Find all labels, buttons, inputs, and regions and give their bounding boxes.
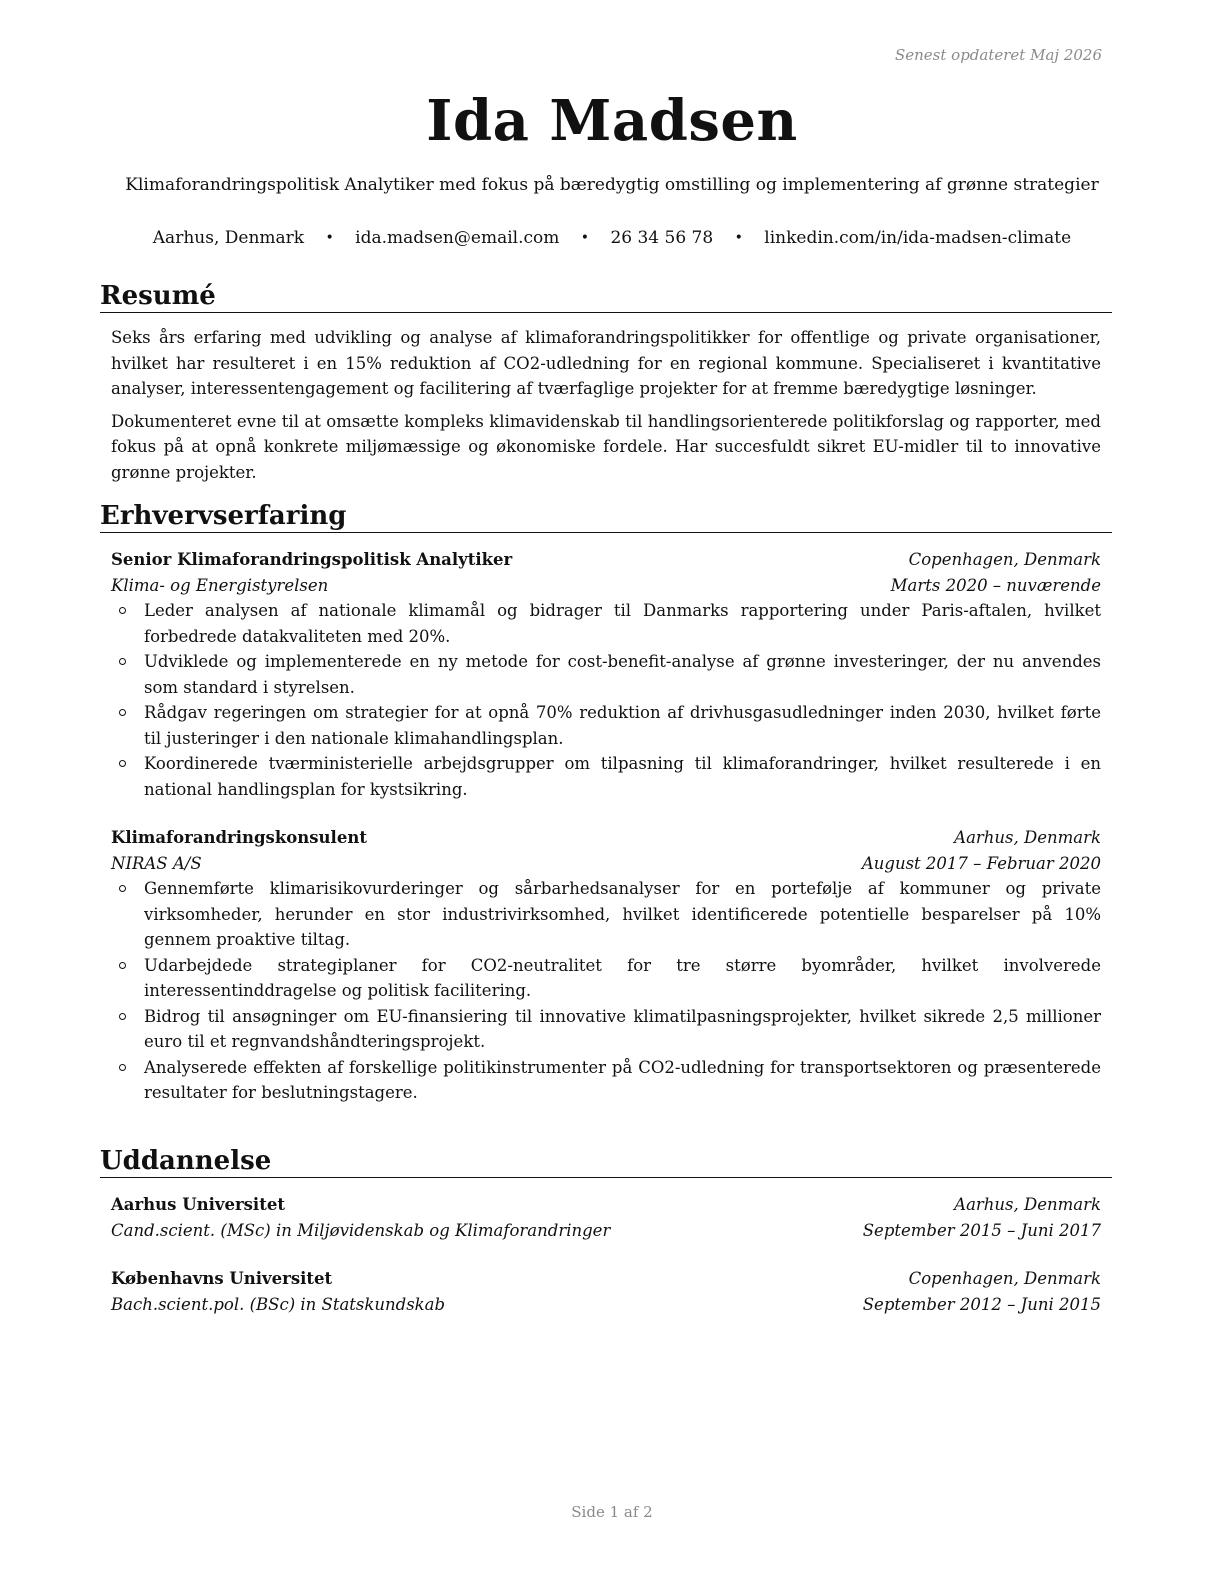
- education-entry: [111, 1192, 1101, 1243]
- circle-bullet-icon: [119, 607, 126, 614]
- job-bullets: [111, 876, 1101, 1106]
- job-entry: [111, 547, 1101, 802]
- job-entry: [111, 825, 1101, 1106]
- school-name: Københavns Universitet: [111, 1269, 333, 1288]
- bullet-separator-icon: •: [580, 230, 590, 246]
- education-entry: [111, 1266, 1101, 1317]
- contact-line: [0, 228, 1224, 248]
- summary-paragraph: Seks års erfaring med udvikling og analyse af klimaforandringspolitikker for offentlige og private organisationer, hvilket har resulteret i en 15% reduktion af CO2-udledning for en regional kommune. Specialiseret i kvantitative analyser, interessentengagement og facilitering af tværfaglige projekter for at fremme bæredygtige løsninger.: [111, 328, 1101, 398]
- list-item: [144, 953, 1101, 1004]
- list-item: [144, 700, 1101, 751]
- circle-bullet-icon: [119, 962, 126, 969]
- contact-location: Aarhus, Denmark: [152, 228, 305, 248]
- job-location: Aarhus, Denmark: [954, 828, 1101, 847]
- bullet-text: Bidrog til ansøgninger om EU-finansiering til innovative klimatilpasningsprojekter, hvilket sikrede 2,5 millioner euro til et regnvandshåndteringsprojekt.: [144, 1006, 1101, 1051]
- job-organization: Klima- og Energistyrelsen: [111, 575, 329, 595]
- job-location: Copenhagen, Denmark: [908, 550, 1101, 569]
- tagline: Klimaforandringspolitisk Analytiker med fokus på bæredygtig omstilling og implementering af grønne strategier: [125, 175, 1099, 195]
- summary-section: [100, 281, 1112, 485]
- summary-paragraph: Dokumenteret evne til at omsætte kompleks klimavidenskab til handlingsorienterede politikforslag og rapporter, med fokus på at opnå konkrete miljømæssige og økonomiske fordele. Har succesfuldt sikret EU-midler til to innovative grønne projekter.: [111, 411, 1101, 482]
- job-bullets: [111, 598, 1101, 802]
- school-location: Copenhagen, Denmark: [908, 1269, 1101, 1288]
- last-updated: Senest opdateret Maj 2026: [894, 46, 1102, 64]
- bullet-text: Analyserede effekten af forskellige politikinstrumenter på CO2-udledning for transportsektoren og præsenterede resultater for beslutningstagere.: [144, 1057, 1101, 1102]
- job-dates: August 2017 – Februar 2020: [861, 853, 1101, 873]
- bullet-text: Koordinerede tværministerielle arbejdsgrupper om tilpasning til klimaforandringer, hvilket resulterede i en national handlingsplan for kystsikring.: [144, 754, 1101, 799]
- circle-bullet-icon: [119, 1064, 126, 1071]
- bullet-text: Udviklede og implementerede en ny metode for cost-benefit-analyse af grønne investeringer, der nu anvendes som standard i styrelsen.: [144, 652, 1101, 697]
- page-number: Side 1 af 2: [571, 1503, 653, 1521]
- job-role: Klimaforandringskonsulent: [111, 828, 367, 847]
- contact-linkedin[interactable]: linkedin.com/in/ida-madsen-climate: [764, 228, 1072, 248]
- circle-bullet-icon: [119, 709, 126, 716]
- candidate-name: Ida Madsen: [426, 88, 798, 154]
- list-item: [144, 598, 1101, 649]
- section-title: Uddannelse: [100, 1146, 1112, 1178]
- section-title: Erhvervserfaring: [100, 501, 1112, 533]
- list-item: [144, 751, 1101, 802]
- circle-bullet-icon: [119, 658, 126, 665]
- bullet-text: Leder analysen af nationale klimamål og bidrager til Danmarks rapportering under Paris-aftalen, hvilket forbedrede datakvaliteten med 20%.: [144, 601, 1101, 646]
- job-role: Senior Klimaforandringspolitisk Analytiker: [111, 550, 513, 569]
- education-dates: September 2015 – Juni 2017: [862, 1220, 1101, 1240]
- bullet-separator-icon: •: [325, 230, 334, 246]
- job-organization: NIRAS A/S: [111, 853, 202, 873]
- circle-bullet-icon: [119, 885, 126, 892]
- circle-bullet-icon: [119, 1013, 126, 1020]
- bullet-text: Gennemførte klimarisikovurderinger og sårbarhedsanalyser for en portefølje af kommuner og private virksomheder, herunder en stor industrivirksomhed, hvilket identificerede potentielle besparelser på 10% gennem proaktive tiltag.: [144, 879, 1101, 949]
- bullet-text: Rådgav regeringen om strategier for at opnå 70% reduktion af drivhusgasudledninger inden 2030, hvilket førte til justeringer i den nationale klimahandlingsplan.: [144, 703, 1101, 748]
- degree: Bach.scient.pol. (BSc) in Statskundskab: [111, 1294, 446, 1314]
- degree: Cand.scient. (MSc) in Miljøvidenskab og Klimaforandringer: [111, 1220, 611, 1240]
- education-dates: September 2012 – Juni 2015: [862, 1294, 1101, 1314]
- circle-bullet-icon: [119, 760, 126, 767]
- job-dates: Marts 2020 – nuværende: [890, 575, 1101, 595]
- list-item: [144, 1004, 1101, 1055]
- contact-email[interactable]: ida.madsen@email.com: [355, 228, 560, 248]
- bullet-text: Udarbejdede strategiplaner for CO2-neutralitet for tre større byområder, hvilket involverede interessentinddragelse og politisk facilitering.: [144, 955, 1101, 1000]
- education-section: [100, 1146, 1112, 1317]
- school-name: Aarhus Universitet: [111, 1195, 285, 1214]
- list-item: [144, 876, 1101, 953]
- bullet-separator-icon: •: [734, 230, 743, 246]
- contact-phone: 26 34 56 78: [610, 228, 714, 248]
- school-location: Aarhus, Denmark: [954, 1195, 1101, 1214]
- list-item: [144, 1055, 1101, 1106]
- list-item: [144, 649, 1101, 700]
- experience-section: [100, 501, 1112, 1106]
- section-title: Resumé: [100, 281, 1112, 313]
